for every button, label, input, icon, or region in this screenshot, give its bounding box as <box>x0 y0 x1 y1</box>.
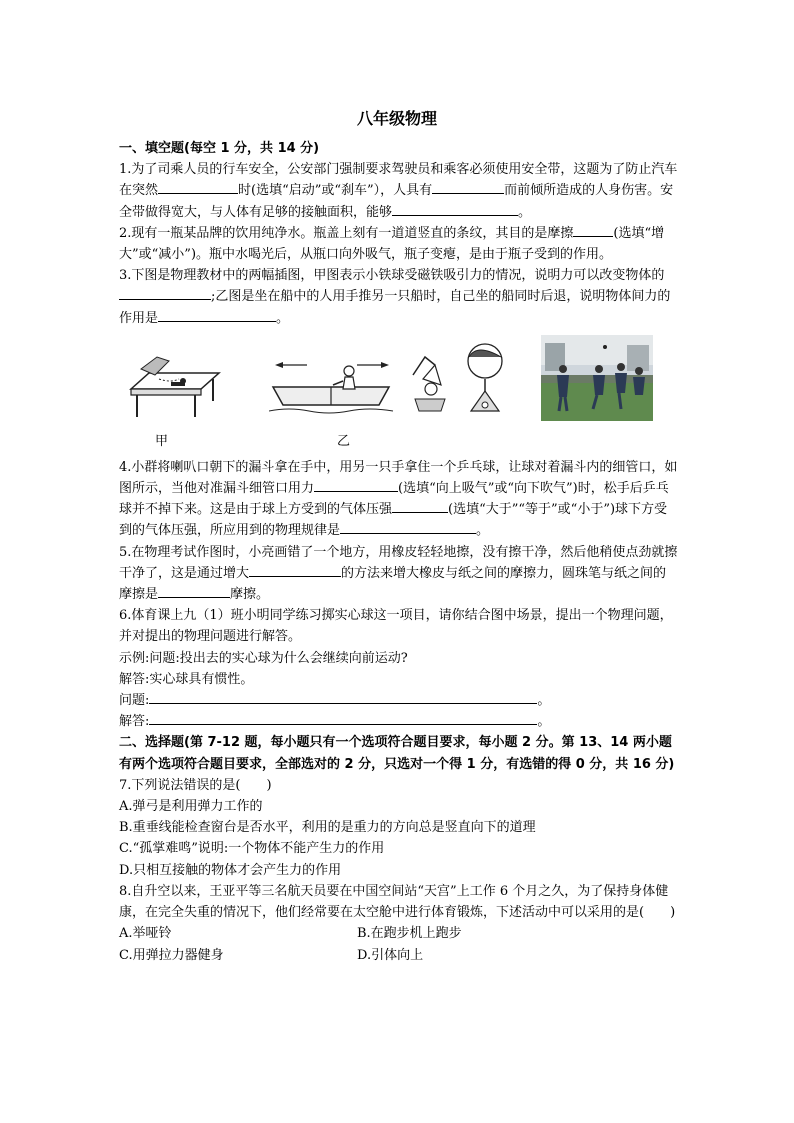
q6-answer-blank[interactable] <box>149 712 537 725</box>
q6-answer-line <box>119 711 679 732</box>
q2-text-1: 2.现有一瓶某品牌的饮用纯净水。瓶盖上刻有一道道竖直的条纹，其目的是摩擦 <box>119 225 574 241</box>
q4-blank-3[interactable] <box>340 521 476 534</box>
q5-text-2: 的方法来增大橡皮与纸之间的摩擦力，圆珠笔与纸之间的摩擦是 <box>119 565 667 603</box>
q2-text-2: (选填“增大”或“减小”)。瓶中水喝光后，从瓶口向外吸气，瓶子变瘪，是由于瓶子受到的作用。 <box>119 225 665 263</box>
figure-shot-put-photo <box>541 335 653 421</box>
q1-blank-3[interactable] <box>392 203 518 216</box>
q2-blank-1[interactable] <box>573 224 613 237</box>
figure-yi-boats <box>269 357 394 417</box>
q6-answer-end: 。 <box>537 714 551 730</box>
q6-question-label: 问题: <box>119 693 150 709</box>
question-7: 7.下列说法错误的是( ) <box>119 777 272 793</box>
page-title: 八年级物理 <box>356 109 437 128</box>
q5-text-1: 5.在物理考试作图时，小亮画错了一个地方，用橡皮轻轻地擦，没有擦干净，然后他稍使点劲就擦干净了，这是通过增大 <box>119 544 678 581</box>
q6-example-question: 示例:问题:投出去的实心球为什么会继续向前运动? <box>119 650 408 666</box>
q1-text-4: 。 <box>518 204 532 220</box>
q6-question-end: 。 <box>537 693 551 709</box>
q4-text-1: 4.小群将喇叭口朝下的漏斗拿在手中，用另一只手拿住一个乒乓球，让球对着漏斗内的细管口，如图所示，当他对准漏斗细管口用力 <box>119 459 678 497</box>
question-2 <box>119 223 679 265</box>
q6-question-blank[interactable] <box>149 691 537 704</box>
q4-text-4: 。 <box>476 523 490 539</box>
q3-text-3: 。 <box>276 310 290 326</box>
q6-question-line <box>119 690 679 711</box>
q7-option-b[interactable]: B.重垂线能检查窗台是否水平，利用的是重力的方向总是竖直向下的道理 <box>119 820 536 836</box>
q8-options-row-2 <box>119 945 679 966</box>
q4-blank-2[interactable] <box>392 500 448 513</box>
question-3 <box>119 265 679 329</box>
q3-blank-2[interactable] <box>158 309 276 322</box>
q5-text-3: 摩擦。 <box>230 587 270 603</box>
section1-header: 一、填空题(每空 1 分，共 14 分) <box>119 141 320 156</box>
q5-blank-1[interactable] <box>249 564 341 577</box>
exam-content <box>119 138 679 966</box>
q3-blank-1[interactable] <box>119 287 211 300</box>
q7-option-a[interactable]: A.弹弓是利用弹力工作的 <box>119 799 263 815</box>
q1-text-3: 而前倾所造成的人身伤害。安全带做得宽大，与人体有足够的接触面积，能够 <box>119 183 674 220</box>
q1-text-1: 1.为了司乘人员的行车安全，公安部门强制要求驾驶员和乘客必须使用安全带，这题为了防止汽车在突然 <box>119 162 678 199</box>
question-6 <box>119 605 679 647</box>
q3-text-2: ;乙图是坐在船中的人用手推另一只船时，自己坐的船同时后退，说明物体间力的作用是 <box>119 289 671 326</box>
q5-blank-2[interactable] <box>158 585 230 598</box>
question-5 <box>119 542 679 606</box>
q1-blank-2[interactable] <box>432 181 504 194</box>
q4-blank-1[interactable] <box>314 479 398 492</box>
question-4 <box>119 457 679 542</box>
q6-example-answer: 解答:实心球具有惯性。 <box>119 671 254 687</box>
q7-option-c[interactable]: C.“孤掌难鸣”说明:一个物体不能产生力的作用 <box>119 841 385 857</box>
question-8: 8.自升空以来，王亚平等三名航天员要在中国空间站“天宫”上工作 6 个月之久，为了保持身体健康，在完全失重的情况下，他们经常要在太空舱中进行体育锻炼，下述活动中可以采用的是( ) <box>119 883 676 921</box>
figure-label-jia: 甲 <box>155 433 169 449</box>
q6-text: 6.体育课上九（1）班小明同学练习掷实心球这一项目，请你结合图中场景，提出一个物理问题，并对提出的物理问题进行解答。 <box>119 608 673 645</box>
section2-header: 二、选择题(第 7-12 题，每小题只有一个选项符合题目要求，每小题 2 分。第 13、14 两小题有两个选项符合题目要求，全部选对的 2 分，只选对一个得 1 分，有选错的得 0 分，共 16 分) <box>119 735 675 772</box>
q6-answer-label: 解答: <box>119 714 150 730</box>
q8-option-d[interactable]: D.引体向上 <box>357 947 424 963</box>
figure-jia-magnet-table <box>127 351 221 421</box>
q8-options-row-1 <box>119 923 679 944</box>
figures-row <box>119 335 679 453</box>
question-1 <box>119 159 679 223</box>
figure-label-yi: 乙 <box>337 433 351 449</box>
q1-blank-1[interactable] <box>158 181 238 194</box>
q3-text-1: 3.下图是物理教材中的两幅插图，甲图表示小铁球受磁铁吸引力的情况，说明力可以改变物体的 <box>119 268 665 284</box>
q8-option-b[interactable]: B.在跑步机上跑步 <box>357 926 462 942</box>
q4-text-3: (选填“大于”“等于”或“小于”)球下方受到的气体压强，所应用到的物理规律是 <box>119 502 668 539</box>
q1-text-2: 时(选填“启动”或“刹车”），人具有 <box>238 183 433 199</box>
q8-option-c[interactable]: C.用弹拉力器健身 <box>119 947 224 963</box>
q7-option-d[interactable]: D.只相互接触的物体才会产生力的作用 <box>119 862 342 878</box>
q4-text-2: (选填“向上吸气”或“向下吹气”)时，松手后乒乓球并不掉下来。这是由于球上方受到的气体压强 <box>119 481 669 518</box>
q8-option-a[interactable]: A.举哑铃 <box>119 926 172 942</box>
figure-funnel-ball <box>405 339 520 417</box>
